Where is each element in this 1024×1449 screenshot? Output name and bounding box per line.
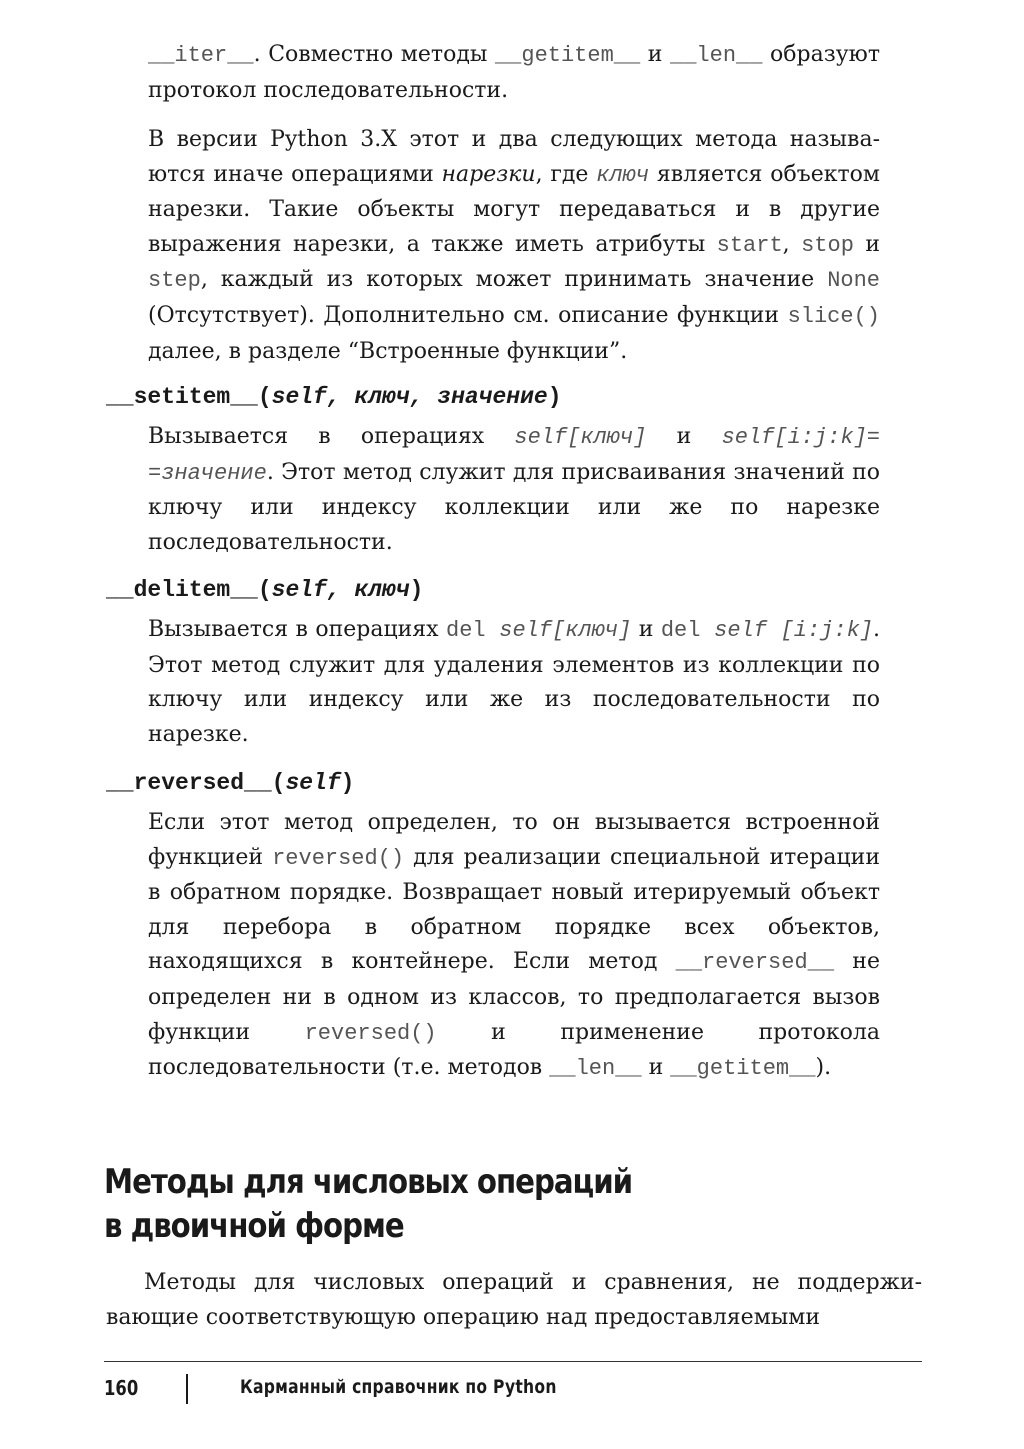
code-len: __len__ — [670, 43, 763, 68]
reversed-signature: __reversed__(self) — [106, 770, 355, 796]
reversed-description: Если этот метод определен, то он вызывается встроенной функцией reversed() для реализации специальной итерации в обратном порядке. Возвращает новый итерируемый объект для перебора в обратном порядке всех объектов, находящихся в контейнере. Если метод __reversed__ не определен ни в одном из классов, то предполагается вызов функции reversed() и применение протокола последовательности (т.е. методов __len__ и __getitem__). — [148, 810, 880, 1082]
section-heading: Методы для числовых операций в двоичной форме — [104, 1162, 633, 1246]
delitem-description: Вызывается в операциях del self[ключ] и del self [i:j:k]. Этот метод служит для удаления элементов из коллекции по ключу или индексу или же из последовательности по нарезке. — [148, 617, 880, 747]
numeric-methods-paragraph: Методы для числовых операций и сравнения, не поддерживающие соответствующую операцию над предоставляемыми — [106, 1270, 922, 1330]
footer-rule — [104, 1361, 922, 1362]
setitem-description: Вызывается в операциях self[ключ] и self[i:j:k]= =значение. Этот метод служит для присваивания значений по ключу или индексу коллекции или же по нарезке последовательности. — [148, 424, 880, 555]
code-iter: __iter__ — [148, 43, 254, 68]
intro-paragraph: __iter__. Совместно методы __getitem__ и __len__ образуют протокол последовательности. — [148, 42, 880, 103]
footer-separator — [186, 1374, 188, 1404]
slicing-note-paragraph: В версии Python 3.X этот и два следующих метода называются иначе операциями нарезки, где ключ является объектом нарезки. Такие объекты могут передаваться и в другие выражения нарезки, а также иметь атрибуты start, stop и step, каждый из которых может принимать значение None (Отсутствует). Дополнительно см. описание функции slice() далее, в разделе “Встроенные функции”. — [148, 127, 880, 364]
setitem-signature: __setitem__(self, ключ, значение) — [106, 384, 562, 410]
delitem-signature: __delitem__(self, ключ) — [106, 577, 424, 603]
running-footer-title: Карманный справочник по Python — [240, 1376, 557, 1398]
page-number: 160 — [104, 1376, 139, 1400]
code-getitem: __getitem__ — [494, 43, 641, 68]
